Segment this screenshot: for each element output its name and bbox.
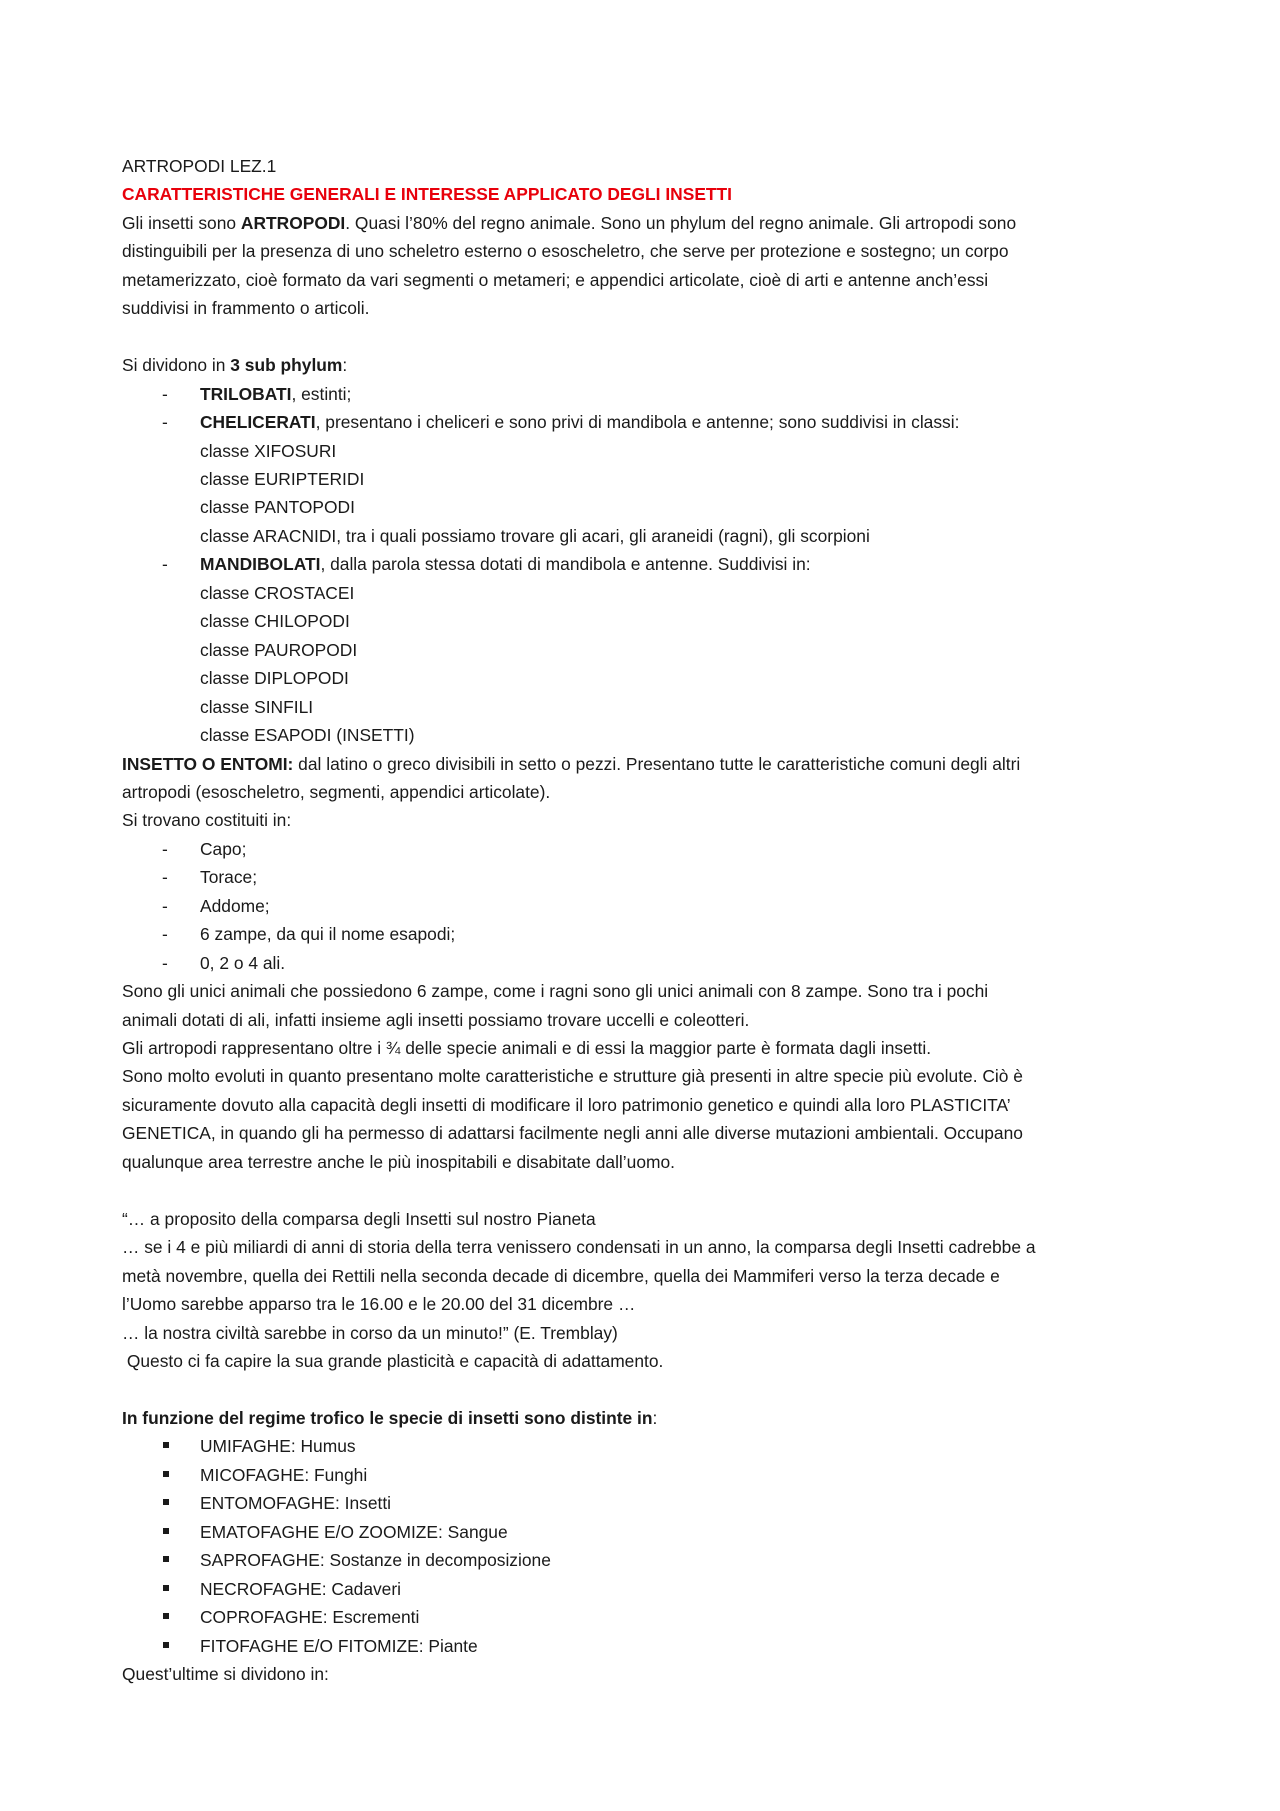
square-bullet-icon: [163, 1642, 169, 1648]
insetti-text: dal latino o greco divisibili in setto o pezzi. Presentano tutte le caratteristiche comuni degli altri: [293, 753, 1021, 774]
insetti-line-2: artropodi (esoscheletro, segmenti, appendici articolate).: [122, 781, 551, 802]
intro-line-2: distinguibili per la presenza di uno scheletro esterno o esoscheletro, che serve per protezione e sostegno; un corpo: [122, 241, 1009, 262]
class-item: classe EURIPTERIDI: [200, 468, 365, 489]
square-bullet-icon: [163, 1585, 169, 1591]
list-item-trilobati: [122, 380, 1167, 408]
square-bullet-icon: [163, 1442, 169, 1448]
trofico-item-text: COPROFAGHE: Escrementi: [200, 1607, 420, 1628]
quote-line: metà novembre, quella dei Rettili nella seconda decade di dicembre, quella dei Mammiferi verso la terza decade e: [122, 1265, 1000, 1286]
document-page: [122, 152, 1167, 1688]
class-item: classe PANTOPODI: [200, 497, 355, 518]
body-part-item: [122, 892, 1167, 920]
paragraph-line: animali dotati di ali, infatti insieme agli insetti possiamo trovare uccelli e coleotteri.: [122, 1009, 750, 1030]
section-heading: CARATTERISTICHE GENERALI E INTERESSE APPLICATO DEGLI INSETTI: [122, 184, 733, 205]
trofico-item: [122, 1518, 1167, 1546]
subphylum-intro: [122, 351, 1167, 379]
quote-line: “… a proposito della comparsa degli Insetti sul nostro Pianeta: [122, 1208, 596, 1229]
dash-bullet: -: [162, 412, 168, 433]
insetti-bold-term: INSETTO O ENTOMI:: [122, 753, 294, 774]
class-item: classe CHILOPODI: [200, 611, 350, 632]
trofico-title: [122, 1404, 1167, 1432]
list-item-mandibolati: [122, 550, 1167, 578]
body-part-item: [122, 920, 1167, 948]
dash-bullet: -: [162, 924, 168, 945]
paragraph-line: sicuramente dovuto alla capacità degli insetti di modificare il loro patrimonio genetico e quindi alla loro PLASTICITA’: [122, 1094, 1011, 1115]
subphylum-intro-text: Si dividono in: [122, 355, 231, 376]
paragraph-line: GENETICA, in quando gli ha permesso di adattarsi facilmente negli anni alle diverse mutazioni ambientali. Occupano: [122, 1123, 1023, 1144]
subphylum-name: TRILOBATI: [200, 383, 292, 404]
class-item: classe DIPLOPODI: [200, 668, 349, 689]
intro-text: . Quasi l’80% del regno animale. Sono un phylum del regno animale. Gli artropodi sono: [345, 212, 1017, 233]
class-item: classe ESAPODI (INSETTI): [200, 725, 415, 746]
body-part-text: 6 zampe, da qui il nome esapodi;: [200, 924, 456, 945]
intro-line-4: suddivisi in frammento o articoli.: [122, 298, 370, 319]
body-part-text: 0, 2 o 4 ali.: [200, 952, 286, 973]
class-item: classe ARACNIDI, tra i quali possiamo trovare gli acari, gli araneidi (ragni), gli scorpioni: [200, 525, 870, 546]
subphylum-name: CHELICERATI: [200, 412, 316, 433]
intro-text: Gli insetti sono: [122, 212, 241, 233]
trofico-item: [122, 1489, 1167, 1517]
trofico-item: [122, 1432, 1167, 1460]
dash-bullet: -: [162, 554, 168, 575]
quote-line: … se i 4 e più miliardi di anni di storia della terra venissero condensati in un anno, la comparsa degli Insetti cadrebbe a: [122, 1237, 1036, 1258]
dash-bullet: -: [162, 867, 168, 888]
body-part-item: [122, 835, 1167, 863]
class-item: classe XIFOSURI: [200, 440, 337, 461]
trofico-item-text: SAPROFAGHE: Sostanze in decomposizione: [200, 1550, 551, 1571]
paragraph-line: Sono molto evoluti in quanto presentano molte caratteristiche e strutture già presenti in altre specie più evolute. Ciò è: [122, 1066, 1023, 1087]
body-part-text: Addome;: [200, 895, 270, 916]
subphylum-desc: , dalla parola stessa dotati di mandibola e antenne. Suddivisi in:: [320, 554, 811, 575]
intro-bold-term: ARTROPODI: [240, 212, 346, 233]
subphylum-desc: , estinti;: [291, 383, 352, 404]
paragraph-line: Gli artropodi rappresentano oltre i ¾ delle specie animali e di essi la maggior parte è formata dagli insetti.: [122, 1038, 932, 1059]
subphylum-name: MANDIBOLATI: [200, 554, 321, 575]
paragraph-line: qualunque area terrestre anche le più inospitabili e disabitate dall’uomo.: [122, 1151, 675, 1172]
trofico-item-text: EMATOFAGHE E/O ZOOMIZE: Sangue: [200, 1521, 508, 1542]
body-part-item: [122, 949, 1167, 977]
subphylum-intro-bold: 3 sub phylum: [230, 355, 343, 376]
square-bullet-icon: [163, 1471, 169, 1477]
trofico-item: [122, 1603, 1167, 1631]
quote-comment: Questo ci fa capire la sua grande plasticità e capacità di adattamento.: [122, 1351, 664, 1371]
subphylum-desc: , presentano i cheliceri e sono privi di mandibola e antenne; sono suddivisi in classi:: [315, 412, 960, 433]
dash-bullet: -: [162, 383, 168, 404]
trofico-title-colon: :: [652, 1407, 658, 1428]
body-part-text: Torace;: [200, 867, 258, 888]
intro-line-1: [122, 209, 1167, 237]
document-title: ARTROPODI LEZ.1: [122, 156, 277, 176]
square-bullet-icon: [163, 1556, 169, 1562]
intro-line-3: metamerizzato, cioè formato da vari segmenti o metameri; e appendici articolate, cioè di arti e antenne anch’essi: [122, 269, 989, 290]
blank-line: [122, 1375, 1167, 1403]
dash-bullet: -: [162, 838, 168, 859]
insetti-line-1: [122, 750, 1167, 778]
trofico-item-text: MICOFAGHE: Funghi: [200, 1464, 368, 1485]
square-bullet-icon: [163, 1613, 169, 1619]
paragraph-line: Sono gli unici animali che possiedono 6 zampe, come i ragni sono gli unici animali con 8 zampe. Sono tra i pochi: [122, 981, 989, 1002]
trofico-item: [122, 1546, 1167, 1574]
subphylum-intro-colon: :: [342, 355, 348, 376]
square-bullet-icon: [163, 1499, 169, 1505]
trofico-footer: Quest’ultime si dividono in:: [122, 1663, 329, 1684]
blank-line: [122, 323, 1167, 351]
trofico-item-text: ENTOMOFAGHE: Insetti: [200, 1493, 392, 1514]
body-part-item: [122, 863, 1167, 891]
class-item: classe PAUROPODI: [200, 639, 358, 660]
list-item-chelicerati: [122, 408, 1167, 436]
trofico-item: [122, 1575, 1167, 1603]
square-bullet-icon: [163, 1528, 169, 1534]
quote-line: … la nostra civiltà sarebbe in corso da un minuto!” (E. Tremblay): [122, 1322, 618, 1343]
trofico-title-bold: In funzione del regime trofico le specie di insetti sono distinte in: [122, 1407, 653, 1428]
trofico-item-text: FITOFAGHE E/O FITOMIZE: Piante: [200, 1635, 478, 1656]
class-item: classe SINFILI: [200, 696, 314, 717]
trofico-item: [122, 1632, 1167, 1660]
trofico-item-text: UMIFAGHE: Humus: [200, 1436, 356, 1457]
body-part-text: Capo;: [200, 838, 247, 859]
trofico-item: [122, 1461, 1167, 1489]
trofico-item-text: NECROFAGHE: Cadaveri: [200, 1578, 402, 1599]
insetti-line-3: Si trovano costituiti in:: [122, 810, 292, 831]
blank-line: [122, 1176, 1167, 1204]
quote-line: l’Uomo sarebbe apparso tra le 16.00 e le 20.00 del 31 dicembre …: [122, 1294, 636, 1315]
dash-bullet: -: [162, 895, 168, 916]
dash-bullet: -: [162, 952, 168, 973]
class-item: classe CROSTACEI: [200, 582, 355, 603]
